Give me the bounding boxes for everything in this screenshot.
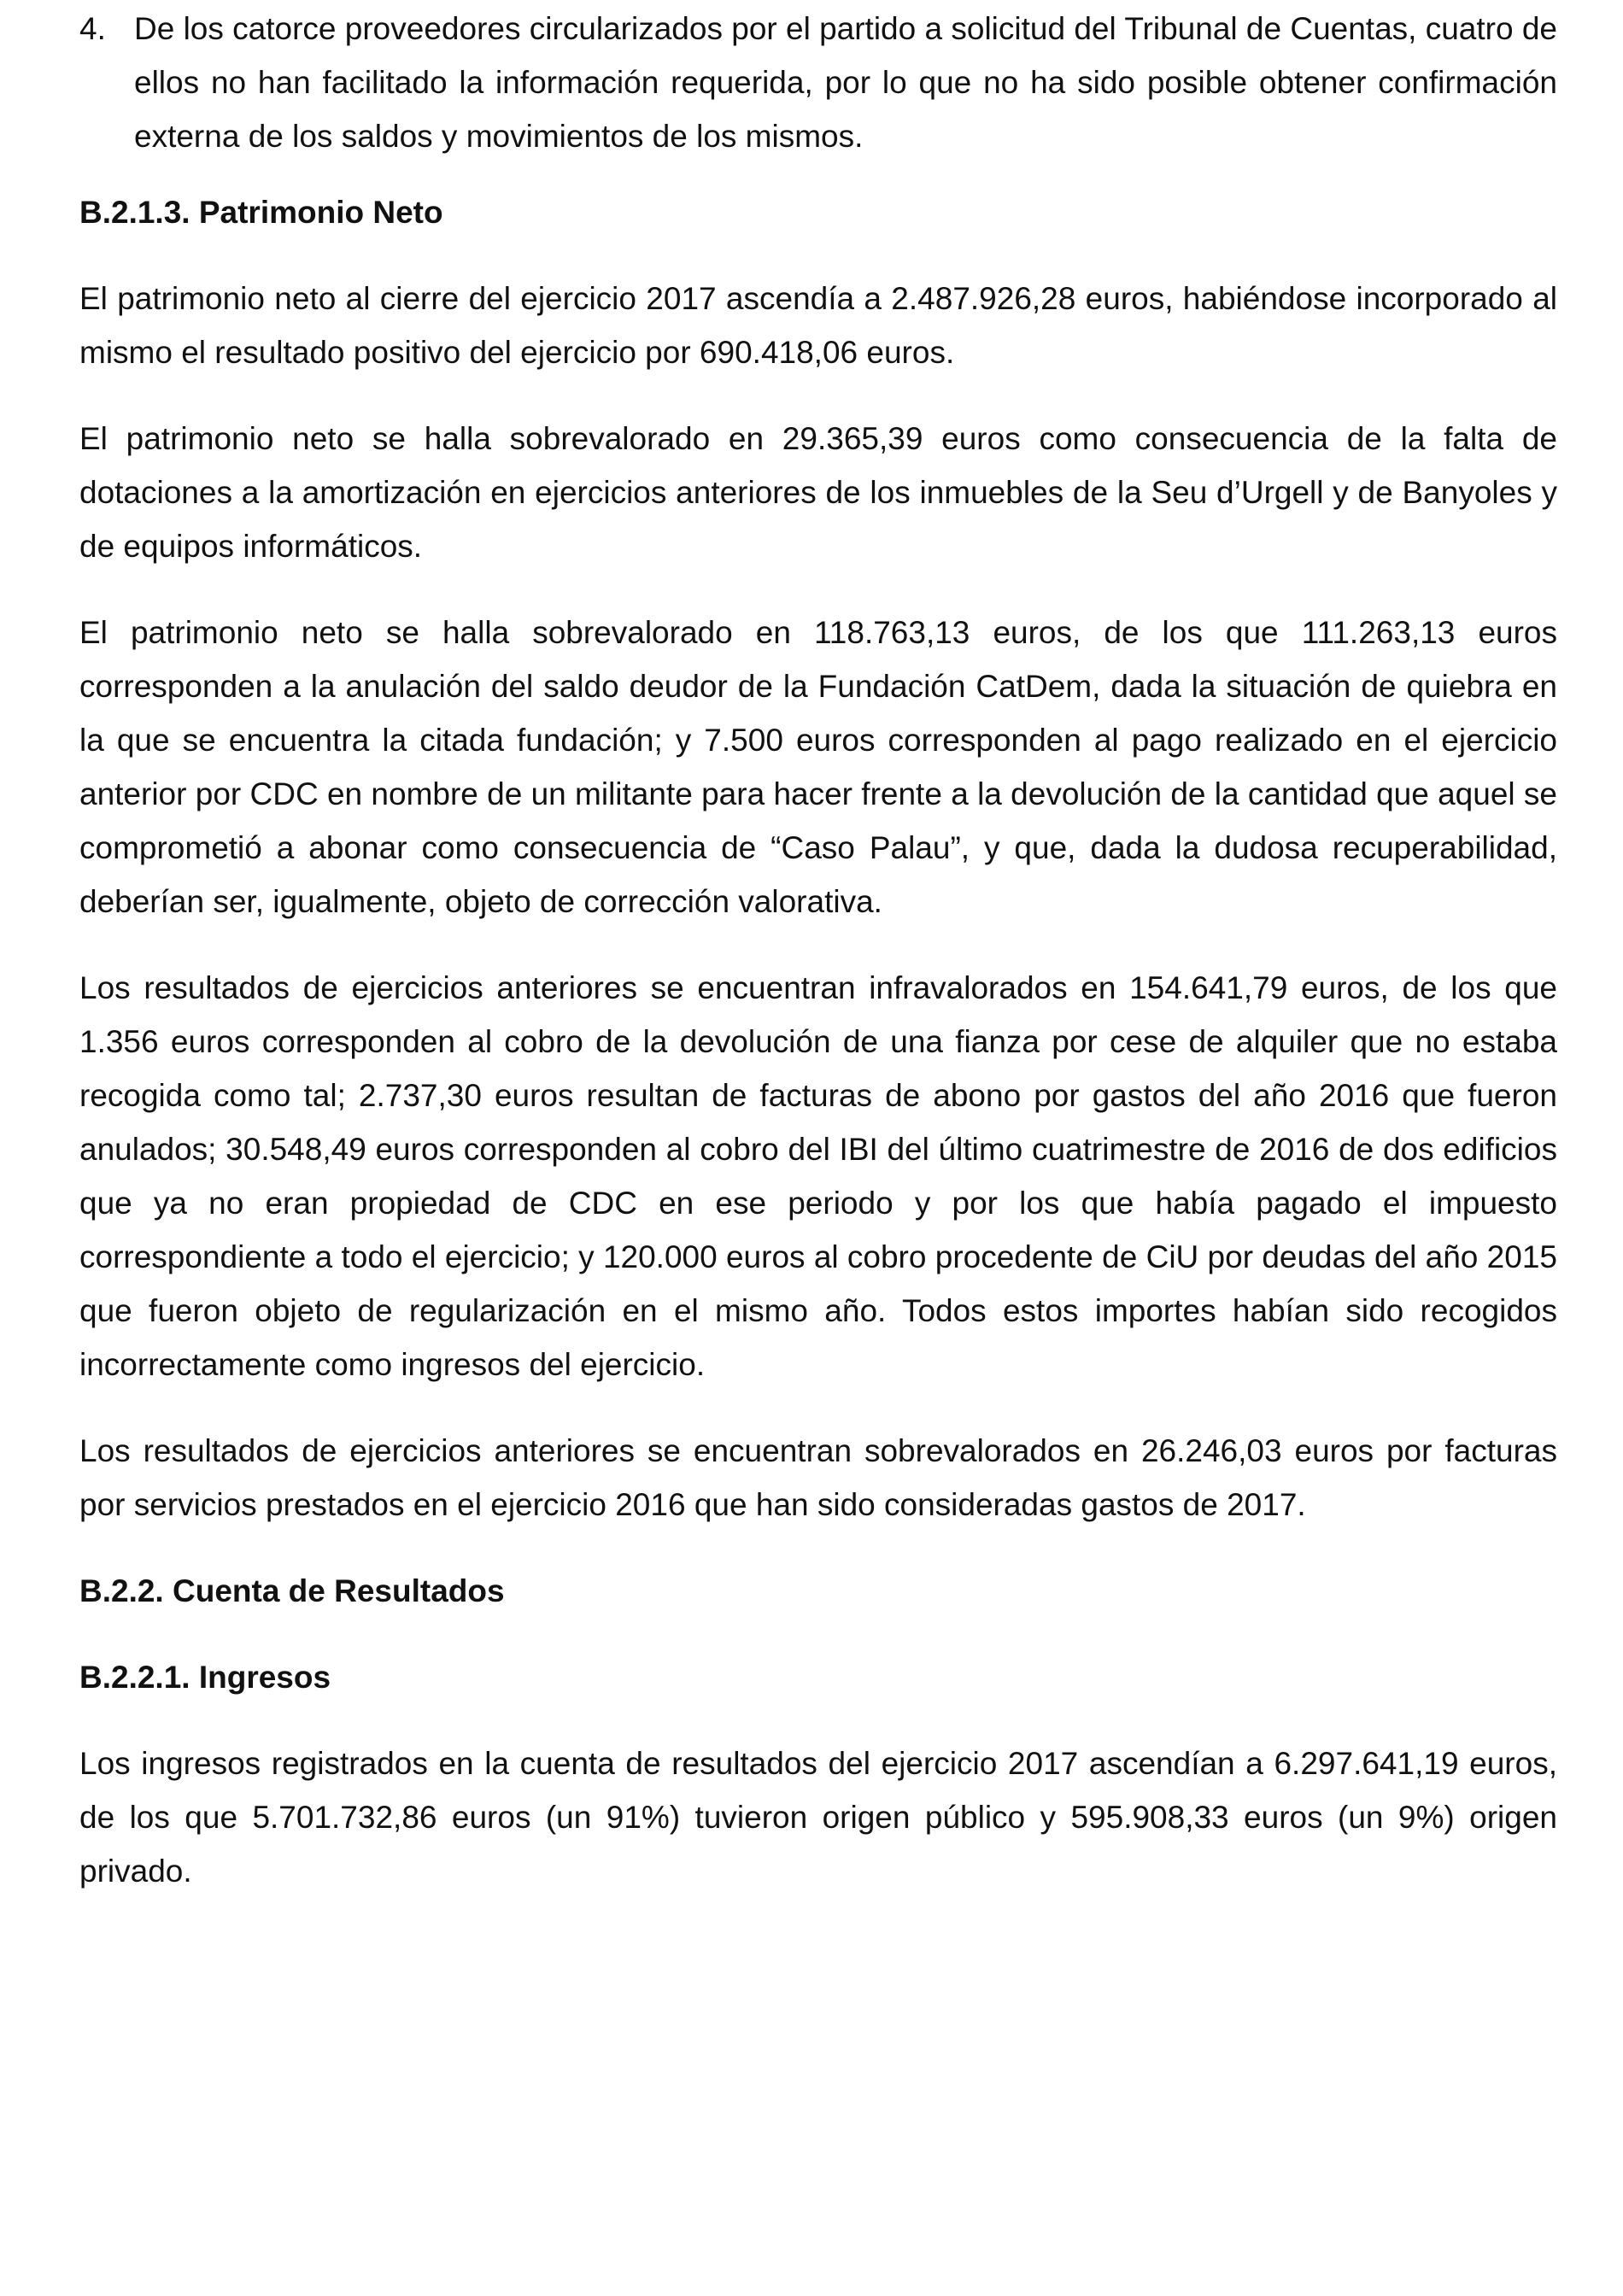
paragraph-fundacion-catdem: El patrimonio neto se halla sobrevalorado en 118.763,13 euros, de los que 111.263,13 euros corresponden a la anulación del saldo deudor de la Fundación CatDem, dada la situación de quiebra en la que se encuentra la citada fundación; y 7.500 euros corresponden al pago realizado en el ejercicio anterior por CDC en nombre de un militante para hacer frente a la devolución de la cantidad que aquel se comprometió a abonar como consecuencia de “Caso Palau”, y que, dada la dudosa recuperabilidad, deberían ser, igualmente, objeto de corrección valorativa.	[79, 615, 1557, 919]
paragraph-ingresos: Los ingresos registrados en la cuenta de resultados del ejercicio 2017 ascendían a 6.297.641,19 euros, de los que 5.701.732,86 euros (un 91%) tuvieron origen público y 595.908,33 euros (un 9%) origen privado.	[79, 1746, 1557, 1889]
paragraph-patrimonio-total: El patrimonio neto al cierre del ejercicio 2017 ascendía a 2.487.926,28 euros, habiéndose incorporado al mismo el resultado positivo del ejercicio por 690.418,06 euros.	[79, 281, 1557, 370]
paragraph-infravalorados: Los resultados de ejercicios anteriores se encuentran infravalorados en 154.641,79 euros, de los que 1.356 euros corresponden al cobro de la devolución de una fianza por cese de alquiler que no estaba recogida como tal; 2.737,30 euros resultan de facturas de abono por gastos del año 2016 que fueron anulados; 30.548,49 euros corresponden al cobro del IBI del último cuatrimestre de 2016 de dos edificios que ya no eran propiedad de CDC en ese periodo y por los que había pagado el impuesto correspondiente a todo el ejercicio; y 120.000 euros al cobro procedente de CiU por deudas del año 2015 que fueron objeto de regularización en el mismo año. Todos estos importes habían sido recogidos incorrectamente como ingresos del ejercicio.	[79, 970, 1557, 1382]
list-item-text: De los catorce proveedores circularizados por el partido a solicitud del Tribunal de Cuentas, cuatro de ellos no han facilitado la información requerida, por lo que no ha sido posible obtener confirmación externa de los saldos y movimientos de los mismos.	[134, 11, 1557, 154]
section-heading-patrimonio-neto: B.2.1.3. Patrimonio Neto	[79, 195, 443, 230]
section-heading-ingresos: B.2.2.1. Ingresos	[79, 1660, 331, 1695]
paragraph-amortizacion: El patrimonio neto se halla sobrevalorado en 29.365,39 euros como consecuencia de la falta de dotaciones a la amortización en ejercicios anteriores de los inmuebles de la Seu d’Urgell y de Banyoles y de equipos informáticos.	[79, 421, 1557, 564]
numbered-list-item	[79, 2, 1557, 163]
section-heading-cuenta-resultados: B.2.2. Cuenta de Resultados	[79, 1573, 505, 1608]
paragraph-sobrevalorados: Los resultados de ejercicios anteriores se encuentran sobrevalorados en 26.246,03 euros por facturas por servicios prestados en el ejercicio 2016 que han sido consideradas gastos de 2017.	[79, 1433, 1557, 1522]
list-item-number: 4.	[79, 11, 106, 46]
document-page	[79, 0, 1557, 1930]
